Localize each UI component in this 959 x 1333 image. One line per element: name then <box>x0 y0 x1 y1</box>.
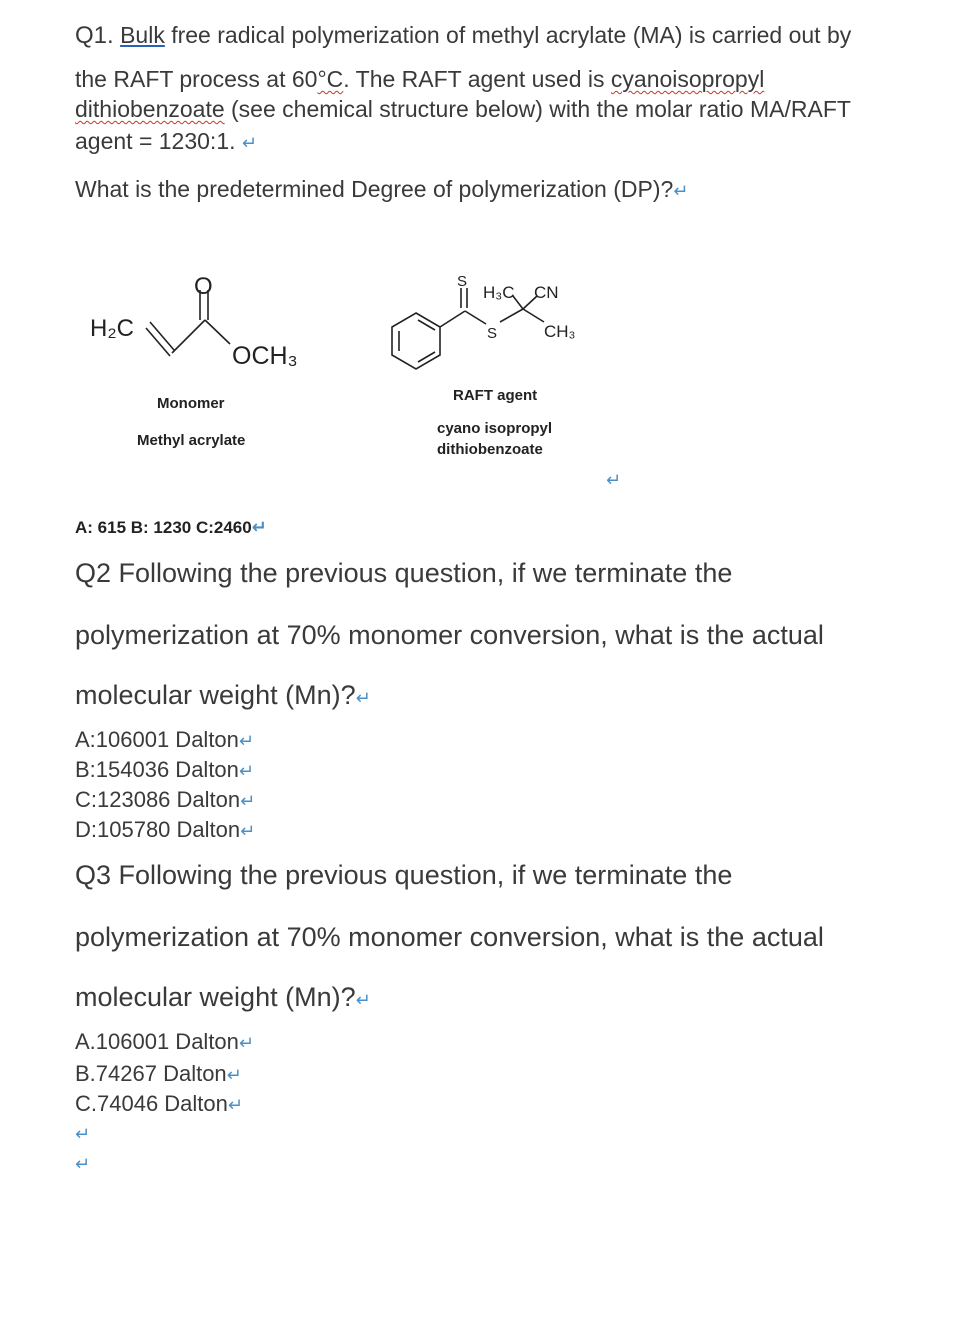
q3-line-1 <box>75 862 732 889</box>
return-mark: ↵ <box>240 821 256 841</box>
q2-option-a-text: A:106001 Dalton <box>75 727 239 752</box>
q2-option-d <box>75 819 255 841</box>
methyl-acrylate-caption: Methyl acrylate <box>137 432 246 449</box>
q2-option-c <box>75 789 255 811</box>
temperature-unit: °C <box>317 66 344 92</box>
bulk-link[interactable]: Bulk <box>120 22 165 48</box>
raft-agent-caption: RAFT agent <box>453 387 538 404</box>
q1-answers-text: A: 615 B: 1230 C:2460 <box>75 518 252 537</box>
return-mark: ↵ <box>238 731 254 751</box>
q3-option-a <box>75 1031 254 1053</box>
h3c-label: H₃C <box>483 283 515 302</box>
q2-line-2 <box>75 622 824 649</box>
return-mark: ↵ <box>673 181 689 201</box>
q1-line-2-text: the RAFT process at 60 <box>75 66 318 92</box>
q3-option-a-text: A.106001 Dalton <box>75 1029 239 1054</box>
q1-line-1-text: free radical polymerization of methyl acrylate (MA) is carried out by <box>171 22 852 48</box>
q2-option-a <box>75 729 254 751</box>
return-mark: ↵ <box>240 791 256 811</box>
q1-question <box>75 178 688 201</box>
q1-line-2 <box>75 68 764 91</box>
q1-line-1 <box>75 24 851 48</box>
q1-line-3 <box>75 98 851 121</box>
cyano-isopropyl-caption: cyano isopropyl <box>437 420 553 437</box>
return-mark: ↵ <box>75 1124 91 1144</box>
monomer-caption: Monomer <box>157 395 225 412</box>
return-mark: ↵ <box>355 990 371 1010</box>
q2-line-3 <box>75 682 371 709</box>
q3-line-2 <box>75 924 824 951</box>
dithiobenzoate-caption: dithiobenzoate <box>437 441 543 458</box>
cn-label: CN <box>534 283 559 302</box>
q2-option-c-text: C:123086 Dalton <box>75 787 241 812</box>
return-mark: ↵ <box>241 133 257 153</box>
return-mark: ↵ <box>251 517 267 537</box>
return-mark: ↵ <box>238 1033 254 1053</box>
q3-option-c-text: C.74046 Dalton <box>75 1091 228 1116</box>
q2-line-2-text: polymerization at 70% monomer conversion, what is the actual <box>75 620 824 650</box>
q1-number: Q1. <box>75 22 114 49</box>
q3-line-3 <box>75 984 371 1011</box>
q2-option-b-text: B:154036 Dalton <box>75 757 239 782</box>
q2-option-d-text: D:105780 Dalton <box>75 817 241 842</box>
q3-line-2-text: polymerization at 70% monomer conversion, what is the actual <box>75 922 824 952</box>
q3-option-b <box>75 1063 242 1085</box>
return-mark: ↵ <box>75 1154 91 1174</box>
och3-label: OCH₃ <box>232 342 298 370</box>
ch3-label: CH₃ <box>544 322 576 341</box>
q3-line-3-text: molecular weight (Mn)? <box>75 982 356 1012</box>
q2-line-3-text: molecular weight (Mn)? <box>75 680 356 710</box>
return-mark: ↵ <box>606 470 622 490</box>
q3-option-c <box>75 1093 243 1115</box>
sulfur-link-label: S <box>487 325 498 342</box>
oxygen-label: O <box>194 273 213 300</box>
spell-flag-dithiobenzoate: dithiobenzoate <box>75 96 225 122</box>
q2-option-b <box>75 759 254 781</box>
q1-ratio-text: agent = 1230:1. <box>75 128 236 154</box>
raft-agent-structure <box>392 288 544 369</box>
return-mark: ↵ <box>227 1095 243 1115</box>
q1-line-4 <box>75 130 257 153</box>
q3-line-1-text: Q3 Following the previous question, if we terminate the <box>75 860 733 890</box>
return-mark: ↵ <box>238 761 254 781</box>
q3-option-b-text: B.74267 Dalton <box>75 1061 227 1086</box>
q2-line-1-text: Q2 Following the previous question, if we terminate the <box>75 558 733 588</box>
return-mark: ↵ <box>226 1065 242 1085</box>
q1-line-3-text: (see chemical structure below) with the molar ratio MA/RAFT <box>231 96 851 122</box>
return-mark: ↵ <box>355 688 371 708</box>
methyl-acrylate-structure <box>146 290 230 356</box>
q1-line-2-text-b: . The RAFT agent used is <box>343 66 605 92</box>
chemical-structures-figure <box>0 260 959 500</box>
h2c-label: H₂C <box>90 315 134 342</box>
spell-flag-cyanoisopropyl: cyanoisopropyl <box>610 66 765 92</box>
q2-line-1 <box>75 560 732 587</box>
q1-answer-choices <box>75 517 267 538</box>
thione-sulfur-label: S <box>457 273 468 290</box>
q1-question-text: What is the predetermined Degree of polymerization (DP)? <box>75 176 674 202</box>
